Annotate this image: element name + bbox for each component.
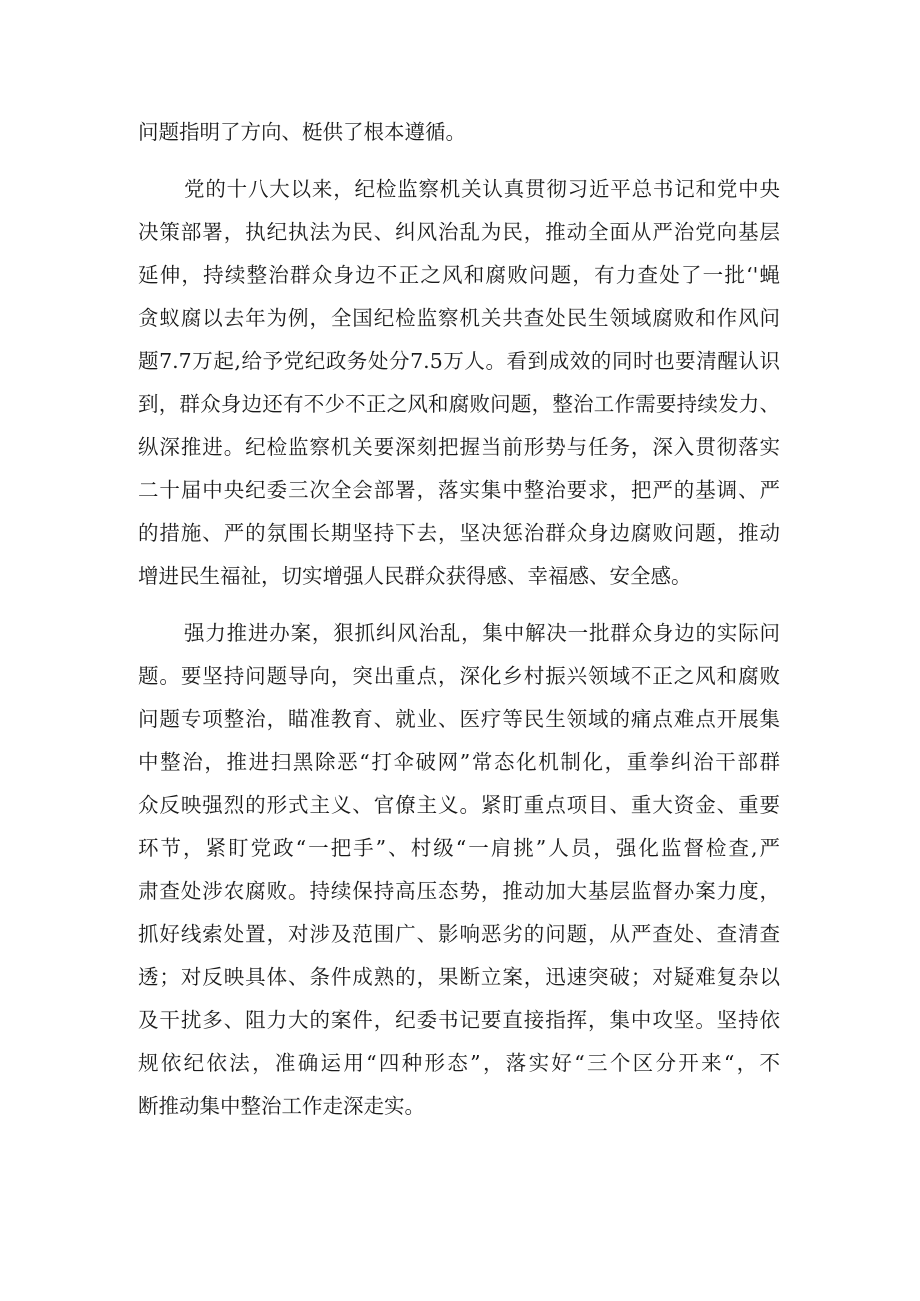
paragraph-1-line-2: 决策部署，执纪执法为民、纠风治乱为民，推动全面从严治党向基层 [138, 220, 780, 244]
paragraph-2-line-9: 透；对反映具体、条件成熟的，果断立案，迅速突破；对疑难复杂以 [138, 965, 780, 989]
paragraph-1-line-9: 的措施、严的氛围长期坚持下去，坚决惩治群众身边腐败问题，推动 [138, 521, 780, 545]
paragraph-1-line-7: 纵深推进。纪检监察机关要深刻把握当前形势与任务，深入贯彻落实 [138, 435, 780, 459]
paragraph-1-line-4: 贪蚁腐以去年为例，全国纪检监察机关共查处民生领域腐败和作风问 [138, 306, 780, 330]
paragraph-0-line-1: 问题指明了方向、梃供了根本遵循。 [138, 120, 466, 144]
paragraph-2-line-1: 强力推进办案，狠抓纠风治乱，集中解决一批群众身边的实际问 [184, 621, 780, 645]
paragraph-1-line-1: 党的十八大以来，纪检监察机关认真贯彻习近平总书记和党中央 [184, 177, 780, 201]
paragraph-2-line-3: 问题专项整治，瞄准教育、就业、医疗等民生领域的痛点难点开展集 [138, 707, 780, 731]
paragraph-1-line-3: 延伸，持续整治群众身边不正之风和腐败问题，有力查处了一批‘'蝇 [138, 263, 780, 287]
paragraph-2-line-6: 环节，紧盯党政“一把手”、村级“一肩挑”人员，强化监督检查,严 [138, 836, 780, 860]
paragraph-2-line-8: 抓好线索处置，对涉及范围广、影响恶劣的问题，从严查处、查清查 [138, 922, 780, 946]
paragraph-2-line-12: 断推动集中整治工作走深走实。 [138, 1094, 425, 1118]
paragraph-2-line-7: 肃查处涉农腐败。持续保持高压态势，推动加大基层监督办案力度， [138, 879, 780, 903]
paragraph-2-line-4: 中整治，推进扫黑除恶“打伞破网”常态化机制化，重拳纠治干部群 [138, 750, 780, 774]
paragraph-2-line-11: 规依纪依法，准确运用“四种形态”，落实好“三个区分开来“，不 [138, 1051, 780, 1075]
paragraph-1-line-8: 二十届中央纪委三次全会部署，落实集中整治要求，把严的基调、严 [138, 478, 780, 502]
paragraph-2-line-2: 题。要坚持问题导向，突出重点，深化乡村振兴领域不正之风和腐败 [138, 664, 780, 688]
paragraph-1-line-5: 题7.7万起,给予党纪政务处分7.5万人。看到成效的同时也要清醒认识 [138, 349, 780, 373]
paragraph-1-line-6: 到，群众身边还有不少不正之风和腐败问题，整治工作需要持续发力、 [138, 392, 780, 416]
paragraph-2-line-5: 众反映强烈的形式主义、官僚主义。紧盯重点项目、重大资金、重要 [138, 793, 780, 817]
paragraph-1-line-10: 增进民生福祉，切实增强人民群众获得感、幸福感、安全感。 [138, 564, 692, 588]
paragraph-2-line-10: 及干扰多、阻力大的案件，纪委书记要直接指挥，集中攻坚。坚持依 [138, 1008, 780, 1032]
